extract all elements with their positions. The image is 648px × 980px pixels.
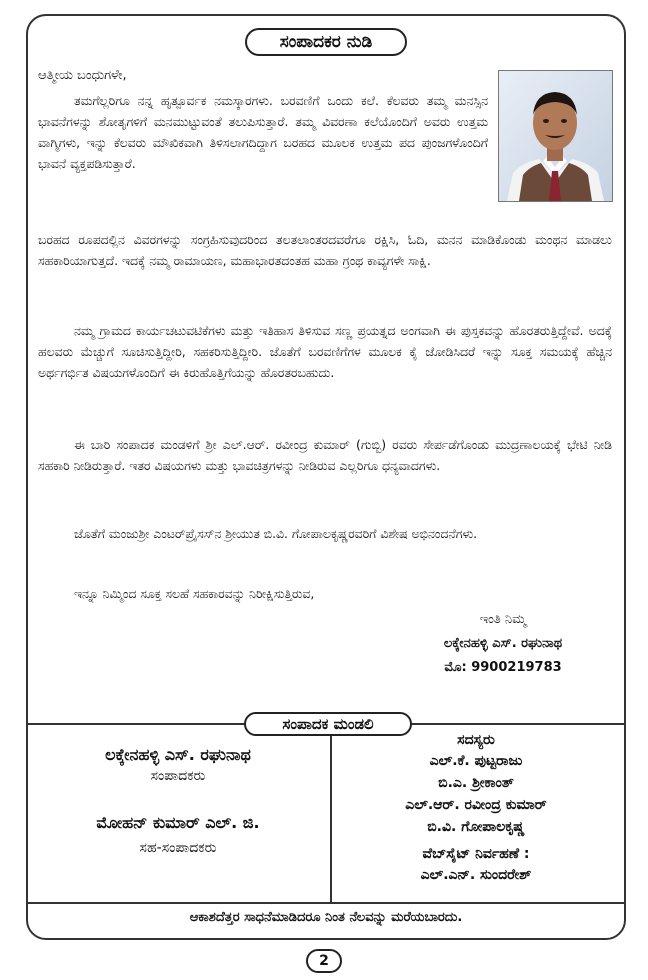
paragraph-4: ಜೊತೆಗೆ ಮಂಜುಶ್ರೀ ಎಂಟರ್‌ಪ್ರೈಸಸ್‌ನ ಶ್ರೀಯುತ ಬಿ.ವಿ. ಗೋಪಾಲಕೃಷ್ಣರವರಿಗೆ ವಿಶೇಷ ಅಭಿನಂದನೆಗಳು. <box>74 526 478 541</box>
editor-photo <box>498 70 613 202</box>
member-item: ಎಲ್.ಆರ್. ರವೀಂದ್ರ ಕುಮಾರ್ <box>405 797 547 813</box>
member-item: ಬಿ.ಎ. ಶ್ರೀಕಾಂತ್ <box>438 775 514 791</box>
paragraph-3: ಈ ಬಾರಿ ಸಂಪಾದಕ ಮಂಡಳಿಗೆ ಶ್ರೀ ಎಲ್.ಆರ್. ರವೀಂದ್ರ ಕುಮಾರ್ (ಗುಬ್ಬಿ) ರವರು ಸೇರ್ಪಡೆಗೊಂಡು ಮುದ್ರಣಾಲಯಕ್ಕೆ ಭೇಟಿ ನೀಡಿ ಸಹಕಾರಿ ನೀಡಿರುತ್ತಾರೆ. ಇತರ ವಿಷಯಗಳು ಮತ್ತು ಭಾವಚಿತ್ರಗಳನ್ನು ನೀಡಿರುವ ಎಲ್ಲರಿಗೂ ಧನ್ಯವಾದಗಳು. <box>38 437 612 473</box>
signature-phone: ಮೊ: 9900219783 <box>444 660 562 675</box>
board-members-column <box>336 730 616 886</box>
paragraph-2: ನಮ್ಮ ಗ್ರಾಮದ ಕಾರ್ಯಚಟುವಟಿಕೆಗಳು ಮತ್ತು ಇತಿಹಾಸ ತಿಳಿಸುವ ಸಣ್ಣ ಪ್ರಯತ್ನದ ಅಂಗವಾಗಿ ಈ ಪುಸ್ತಕವನ್ನು ಹೊರತರುತ್ತಿದ್ದೇವೆ. ಅದಕ್ಕೆ ಹಲವರು ಮೆಚ್ಚುಗೆ ಸೂಚಿಸುತ್ತಿದ್ದೀರಿ, ಸಹಕರಿಸುತ್ತಿದ್ದೀರಿ. ಜೊತೆಗೆ ಬರವಣಿಗೆಗಳ ಮೂಲಕ ಕೈ ಜೋಡಿಸಿದರೆ ಇನ್ನು ಸೂಕ್ತ ಸಮಯಕ್ಕೆ ಹೆಚ್ಚಿನ ಅರ್ಥಗರ್ಭಿತ ವಿಷಯಗಳೊಂದಿಗೆ ಈ ಕಿರುಹೊತ್ತಿಗೆಯನ್ನು ಹೊರತರಬಹುದು. <box>38 323 612 380</box>
members-title: ಸದಸ್ಯರು <box>457 732 495 748</box>
board-column-divider <box>330 736 332 902</box>
footer-quote: ಆಕಾಶದೆತ್ತರ ಸಾಧನೆಮಾಡಿದರೂ ನಿಂತ ನೆಲವನ್ನು ಮರೆಯಬಾರದು. <box>189 910 463 925</box>
editor-name: ಲಕ್ಕೇನಹಳ್ಳಿ ಎಸ್. ರಘುನಾಥ <box>105 745 251 764</box>
website-label: ವೆಬ್‌ಸೈಟ್ ನಿರ್ವಹಣೆ : <box>422 846 530 862</box>
paragraph-5: ಇನ್ನೂ ನಿಮ್ಮಿಂದ ಸೂಕ್ತ ಸಲಹೆ ಸಹಕಾರವನ್ನು ನಿರೀಕ್ಷಿಸುತ್ತಿರುವ, <box>74 586 315 601</box>
coeditor-name: ಮೋಹನ್ ಕುಮಾರ್ ಎಲ್. ಜಿ. <box>96 813 260 832</box>
editorial-title: ಸಂಪಾದಕರ ನುಡಿ <box>245 28 407 56</box>
signature-closing: ಇಂತಿ ನಿಮ್ಮ <box>479 612 527 627</box>
page-number: 2 <box>306 949 342 973</box>
website-admin: ಎಲ್.ಎನ್. ಸುಂದರೇಶ್ <box>420 867 532 883</box>
member-item: ಬಿ.ವಿ. ಗೋಪಾಲಕೃಷ್ಣ <box>427 819 525 835</box>
board-title: ಸಂಪಾದಕ ಮಂಡಲಿ <box>244 712 412 736</box>
board-divider-bottom <box>27 902 625 904</box>
paragraph-1-continued: ಬರಹದ ರೂಪದಲ್ಲಿನ ವಿವರಗಳನ್ನು ಸಂಗ್ರಹಿಸುವುದರಿಂದ ತಲತಲಾಂತರದವರೆಗೂ ರಕ್ಷಿಸಿ, ಓದಿ, ಮನನ ಮಾಡಿಕೊಂಡು ಮಂಥನ ಮಾಡಲು ಸಹಕಾರಿಯಾಗುತ್ತದೆ. ಇದಕ್ಕೆ ನಮ್ಮ ರಾಮಾಯಣ, ಮಹಾಭಾರತದಂತಹ ಮಹಾ ಗ್ರಂಥ ಕಾವ್ಯಗಳೇ ಸಾಕ್ಷಿ. <box>38 232 612 268</box>
board-editors-column <box>28 744 328 858</box>
editor-portrait-image <box>499 71 612 201</box>
member-item: ಎಲ್.ಕೆ. ಪುಟ್ಟರಾಜು <box>429 753 523 769</box>
greeting: ಆತ್ಮೀಯ ಬಂಧುಗಳೇ, <box>38 68 127 83</box>
paragraph-1: ತಮಗೆಲ್ಲರಿಗೂ ನನ್ನ ಹೃತ್ಪೂರ್ವಕ ನಮಸ್ಕಾರಗಳು. ಬರವಣಿಗೆ ಒಂದು ಕಲೆ. ಕೆಲವರು ತಮ್ಮ ಮನಸ್ಸಿನ ಭಾವನೆಗಳನ್ನು ಶೋತೃಗಳಿಗೆ ಮನಮುಟ್ಟುವಂತೆ ತಲುಪಿಸುತ್ತಾರೆ. ತಮ್ಮ ವಿವರಣಾ ಕಲೆಯೊಂದಿಗೆ ಅವರು ಉತ್ತಮ ವಾಗ್ಮಿಗಳು, ಇನ್ನು ಕೆಲವರು ಮೌಖಿಕವಾಗಿ ತಿಳಿಸಲಾಗದಿದ್ದಾಗ ಬರಹದ ಮೂಲಕ ಉತ್ತಮ ಪದ ಪುಂಜಗಳೊಂದಿಗೆ ಭಾವನೆ ವ್ಯಕ್ತಪಡಿಸುತ್ತಾರೆ. <box>38 93 488 171</box>
signature-name: ಲಕ್ಕೇನಹಳ್ಳಿ ಎಸ್. ರಘುನಾಥ <box>443 636 563 651</box>
coeditor-role: ಸಹ-ಸಂಪಾದಕರು <box>139 840 217 856</box>
editor-role: ಸಂಪಾದಕರು <box>150 768 206 784</box>
